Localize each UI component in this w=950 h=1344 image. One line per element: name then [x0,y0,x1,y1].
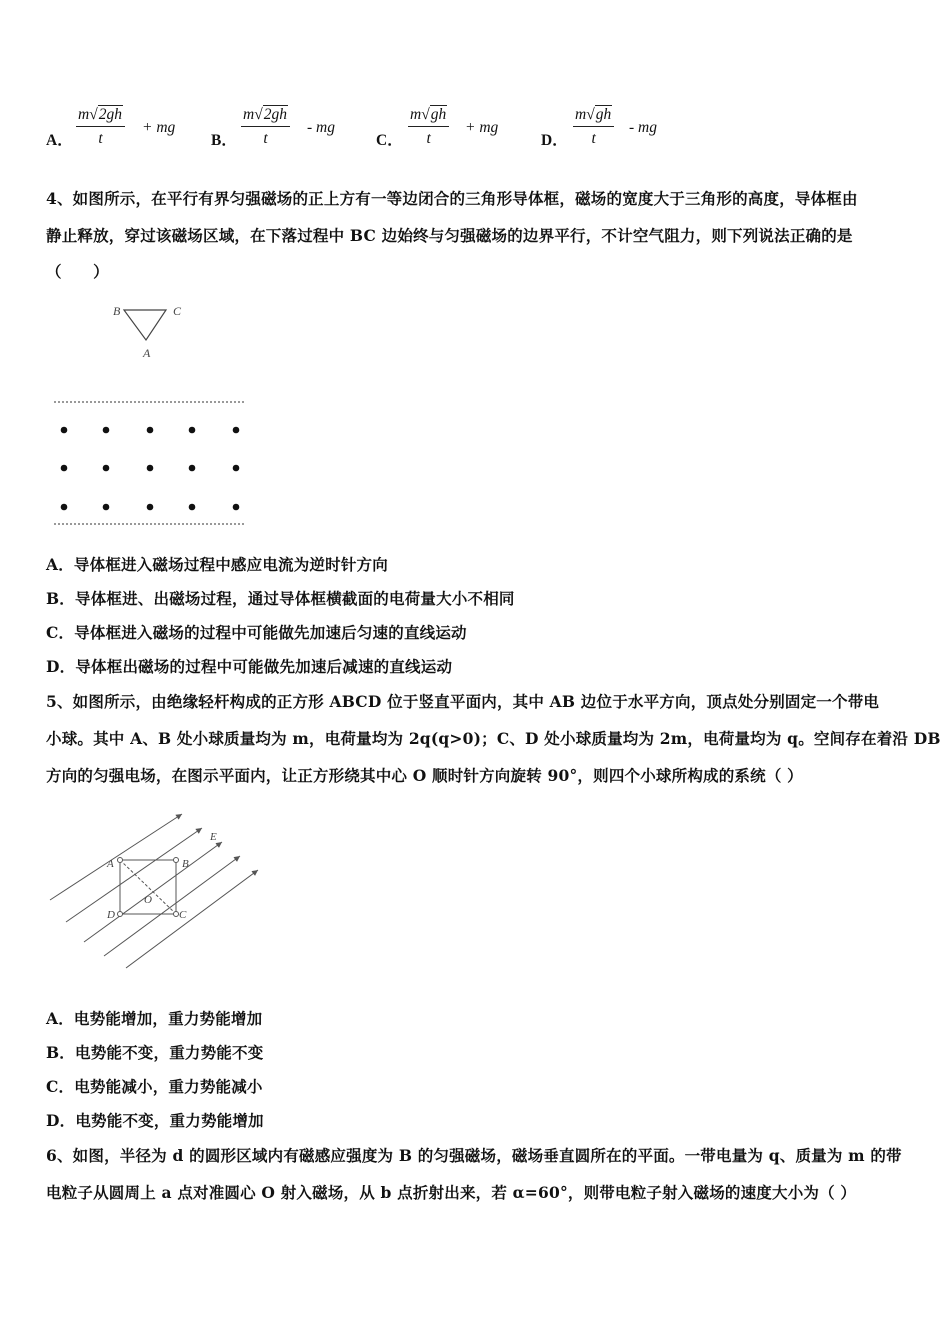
q5-option-a: A．电势能增加，重力势能增加 [46,1009,263,1028]
q4-question-line-3: （ ） [46,262,109,281]
q4-label-a: A [143,346,151,360]
q5-label-a: A [107,858,114,870]
q5-label-b: B [182,858,189,870]
q5-label-e: E [210,831,217,843]
q3-option-c-tail: + mg [465,119,499,136]
q4-figure-magnetic-field [46,394,256,532]
q4-option-b: B．导体框进、出磁场过程，通过导体框横截面的电荷量大小不相同 [46,589,515,608]
q5-label-c: C [179,909,187,921]
q5-question-line-2: 小球。其中 A、B 处小球质量均为 m，电荷量均为 2q(q>0)；C、D 处小球质量均为 2m，电荷量均为 q。空间存在着沿 DB [46,729,941,748]
q5-label-d: D [107,909,115,921]
q4-label-c: C [173,304,182,318]
q6-question-line-1: 6、如图，半径为 d 的圆形区域内有磁感应强度为 B 的匀强磁场，磁场垂直圆所在的平面。一带电量为 q、质量为 m 的带 [46,1146,902,1165]
q4-label-b: B [113,304,121,318]
q3-option-d-fraction: m√gh t [573,106,614,148]
q5-option-d: D．电势能不变，重力势能增加 [46,1111,264,1130]
q4-option-c: C．导体框进入磁场的过程中可能做先加速后匀速的直线运动 [46,623,467,642]
q4-option-a: A．导体框进入磁场过程中感应电流为逆时针方向 [46,555,388,574]
q5-figure-electric-field [46,810,266,975]
q3-option-a-letter: A． [46,132,73,149]
q3-option-b-letter: B． [211,132,237,149]
q3-option-d-tail: - mg [629,119,657,136]
q6-question-line-2: 电粒子从圆周上 a 点对准圆心 O 射入磁场，从 b 点折射出来，若 α=60°，则带电粒子射入磁场的速度大小为（ ） [46,1183,857,1202]
q3-option-a-tail: + mg [142,119,176,136]
q3-option-b-tail: - mg [307,119,335,136]
q4-question-line-1: 4、如图所示，在平行有界匀强磁场的正上方有一等边闭合的三角形导体框，磁场的宽度大于三角形的高度，导体框由 [46,189,858,208]
q3-option-d-letter: D． [541,132,568,149]
q5-option-b: B．电势能不变，重力势能不变 [46,1043,264,1062]
q5-option-c: C．电势能减小，重力势能减小 [46,1077,263,1096]
q4-figure-triangle [100,296,200,366]
q3-option-c-fraction: m√gh t [408,106,449,148]
q4-question-line-2: 静止释放，穿过该磁场区域，在下落过程中 BC 边始终与匀强磁场的边界平行，不计空气阻力，则下列说法正确的是 [46,226,853,245]
q5-question-line-1: 5、如图所示，由绝缘轻杆构成的正方形 ABCD 位于竖直平面内，其中 AB 边位于水平方向，顶点处分别固定一个带电 [46,692,880,711]
q4-option-d: D．导体框出磁场的过程中可能做先加速后减速的直线运动 [46,657,453,676]
q3-option-c-letter: C． [376,132,403,149]
q5-label-o: O [144,894,152,906]
q5-question-line-3: 方向的匀强电场，在图示平面内，让正方形绕其中心 O 顺时针方向旋转 90°，则四个小球所构成的系统（ ） [46,766,803,785]
q3-option-b-fraction: m√2gh t [241,106,290,148]
q3-option-a-fraction: m√2gh t [76,106,125,148]
